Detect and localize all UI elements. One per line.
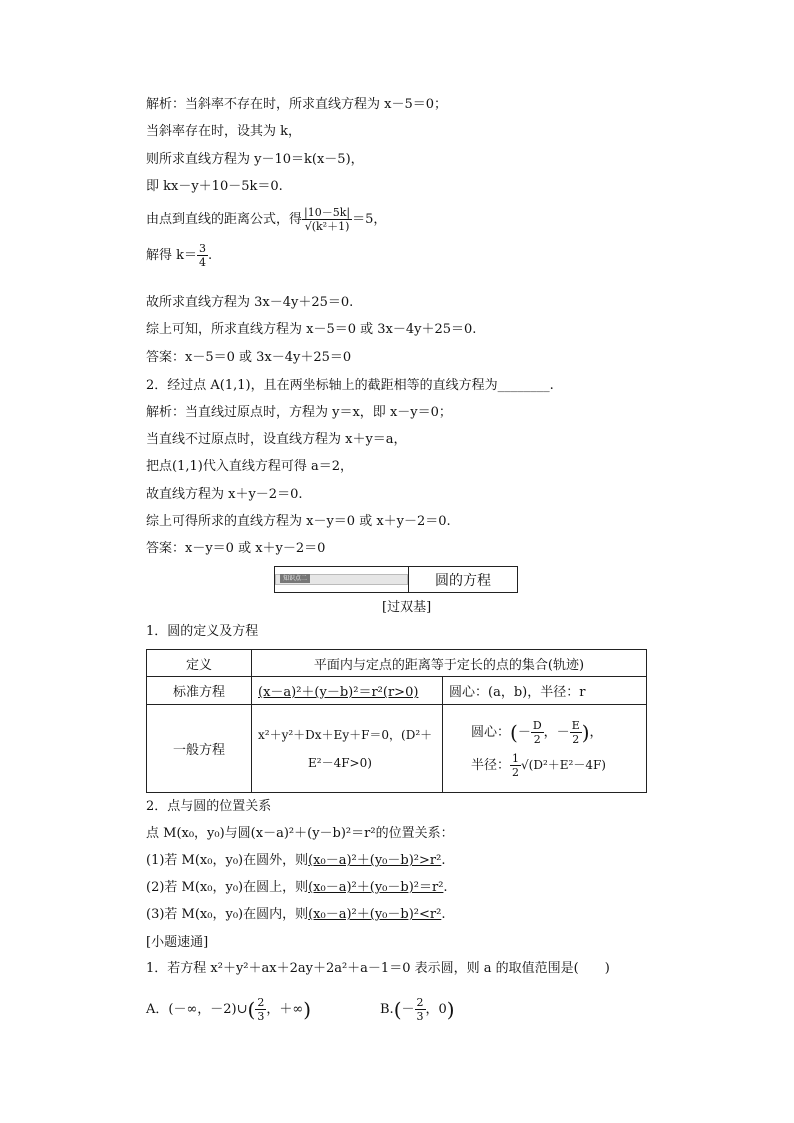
general-equation-line-1: x²＋y²＋Dx＋Ey＋F＝0，(D²＋ [258,727,433,742]
underlined-answer: (x₀－a)²＋(y₀－b)²＝r² [308,880,444,895]
row-label: 一般方程 [147,705,252,793]
radius-label: 半径： [471,757,511,773]
denominator: 4 [199,256,207,269]
answer-line-1: 答案：x－5＝0 或 3x－4y＋25＝0 [146,350,352,365]
table-row [147,650,647,677]
underlined-answer: (x₀－a)²＋(y₀－b)²>r² [308,853,442,868]
table-row [147,677,647,705]
solution-line-3: 则所求直线方程为 y－10＝k(x－5)， [146,152,364,167]
question-2: 2．经过点 A(1,1)，且在两坐标轴上的截距相等的直线方程为________. [146,378,554,393]
section-heading-1: 1．圆的定义及方程 [146,624,259,639]
center-y-fraction [570,719,582,746]
text: ，＋∞ [266,1002,304,1017]
numerator: D [532,718,542,732]
general-center-cell [443,705,647,793]
position-case-2 [146,879,448,897]
row-label: 定义 [147,650,252,677]
banner-bar [275,574,408,585]
radius-root: √(D²＋E²－4F) [521,757,606,772]
underlined-answer: (x₀－a)²＋(y₀－b)²<r² [308,907,442,922]
solution2-line-1: 解析：当直线过原点时，方程为 y＝x，即 x－y＝0； [146,405,452,420]
text: A．(－∞，－2)∪ [146,1002,248,1017]
numerator: 2 [416,996,424,1009]
standard-equation-cell [252,677,443,705]
denominator: 2 [512,765,520,779]
option-a: A．(－∞，－2)∪( $\frac{2}{3}$ ，＋∞) [146,996,311,1023]
banner-tag-label: 知识点二 [280,574,310,583]
denominator: 3 [416,1010,424,1023]
position-case-1 [146,852,445,870]
text: . [441,853,446,868]
section-banner [274,566,518,593]
text: . [441,907,446,922]
option-b: B.(－ $\frac{2}{3}$ ，0) [380,996,455,1023]
banner-subtitle: [过双基] [382,600,432,615]
denominator: 3 [257,1010,265,1023]
text: 解得 k＝ [146,248,198,263]
text: (2)若 M(x₀，y₀)在圆上，则 [146,880,309,895]
general-radius [471,752,640,779]
numerator: E [571,718,580,732]
standard-center-cell [443,677,647,705]
solution2-line-4: 故直线方程为 x＋y－2＝0. [146,487,303,502]
text: 由点到直线的距离公式，得 [146,212,303,227]
solution-line-4: 即 kx－y＋10－5k＝0. [146,179,283,194]
text: (1)若 M(x₀，y₀)在圆外，则 [146,853,309,868]
distance-fraction [302,206,352,233]
circle-equation-table [146,649,647,793]
text: . [443,880,448,895]
text: . [208,248,213,263]
numerator: |10－5k| [304,206,351,219]
section-heading-2: 2．点与圆的位置关系 [146,799,272,814]
numerator: 2 [257,996,265,1009]
row-label: 标准方程 [147,677,252,705]
general-equation-line-2: E²－4F>0) [308,755,372,770]
text: ，0 [425,1002,447,1017]
solution-line-1: 解析：当斜率不存在时，所求直线方程为 x－5＝0； [146,97,448,112]
position-case-3 [146,906,445,924]
solution2-line-3: 把点(1,1)代入直线方程可得 a＝2， [146,459,353,474]
text: (3)若 M(x₀，y₀)在圆内，则 [146,907,309,922]
banner-title: 圆的方程 [435,572,491,589]
solution2-line-5: 综上可得所求的直线方程为 x－y＝0 或 x＋y－2＝0. [146,514,451,529]
numerator: 1 [512,751,520,765]
banner-tag [275,567,409,592]
option-b-fraction [415,996,426,1023]
definition-cell: 平面内与定点的距离等于定长的点的集合(轨迹) [252,650,647,677]
quick-practice-heading: [小题速通] [146,935,209,950]
text: B. [380,1002,394,1017]
numerator: 3 [199,242,207,255]
option-a-fraction [255,996,266,1023]
standard-center: 圆心：(a，b)，半径：r [449,685,586,700]
solution2-line-2: 当直线不过原点时，设直线方程为 x＋y＝a， [146,432,407,447]
denominator: 2 [533,732,541,746]
text: ＝5， [352,212,387,227]
solution-line-5 [146,206,386,233]
table-row [147,705,647,793]
center-label: 圆心： [471,724,511,740]
general-equation-cell [252,705,443,793]
solution-line-7: 故所求直线方程为 3x－4y＋25＝0. [146,295,354,310]
general-center: 圆心：(－ $\frac{D}{2}$ ，－ $\frac{E}{2}$ )， [471,718,603,746]
denominator: 2 [572,732,580,746]
radius-fraction [510,752,521,779]
solution-line-8: 综上可知，所求直线方程为 x－5＝0 或 3x－4y＋25＝0. [146,322,477,337]
k-fraction [197,242,208,269]
denominator: √(k²＋1) [304,220,350,233]
standard-equation: (x－a)²＋(y－b)²＝r²(r>0) [258,685,419,700]
solution-line-2: 当斜率存在时，设其为 k， [146,124,302,139]
quiz-question-1: 1．若方程 x²＋y²＋ax＋2ay＋2a²＋a－1＝0 表示圆，则 a 的取值范围是( ) [146,961,610,976]
center-x-fraction [531,719,544,746]
answer-line-2: 答案：x－y＝0 或 x＋y－2＝0 [146,541,326,556]
solution-line-6 [146,242,212,269]
position-intro: 点 M(x₀，y₀)与圆(x－a)²＋(y－b)²＝r²的位置关系： [146,826,454,841]
